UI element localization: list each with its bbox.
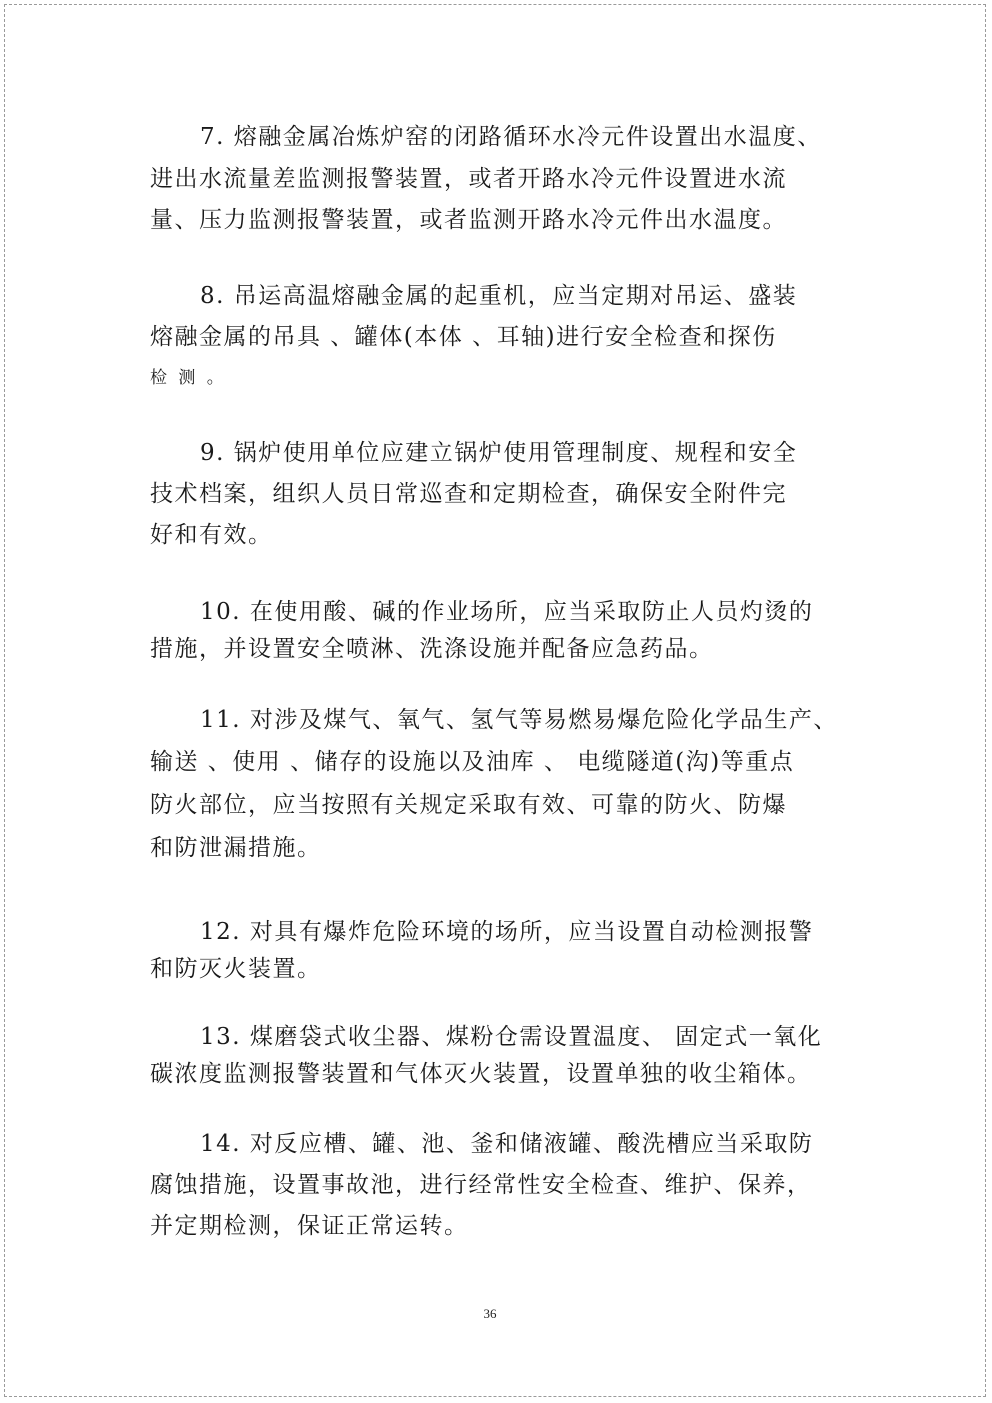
- paragraph-11-line-1: 11. 对涉及煤气、氧气、氢气等易燃易爆危险化学品生产、: [200, 707, 838, 733]
- paragraph-11-line-4: 和防泄漏措施。: [150, 835, 322, 861]
- paragraph-11-line-3: 防火部位，应当按照有关规定采取有效、可靠的防火、防爆: [150, 792, 787, 818]
- paragraph-9-line-2: 技术档案，组织人员日常巡查和定期检查，确保安全附件完: [150, 481, 787, 507]
- paragraph-11-line-2: 输送 、使用 、储存的设施以及油库 、 电缆隧道(沟)等重点: [150, 749, 795, 775]
- paragraph-12-line-2: 和防灭火装置。: [150, 956, 322, 982]
- paragraph-7-line-2: 进出水流量差监测报警装置，或者开路水冷元件设置进水流: [150, 166, 787, 192]
- paragraph-13-line-1: 13. 煤磨袋式收尘器、煤粉仓需设置温度、 固定式一氧化: [200, 1024, 823, 1050]
- paragraph-7-line-1: 7. 熔融金属冶炼炉窑的闭路循环水冷元件设置出水温度、: [200, 124, 822, 150]
- paragraph-8-line-3: 检 测 。: [150, 368, 227, 388]
- paragraph-7-line-3: 量、压力监测报警装置，或者监测开路水冷元件出水温度。: [150, 207, 787, 233]
- paragraph-9-line-3: 好和有效。: [150, 522, 273, 548]
- paragraph-8-line-2: 熔融金属的吊具 、罐体(本体 、耳轴)进行安全检查和探伤: [150, 324, 777, 350]
- paragraph-12-line-1: 12. 对具有爆炸危险环境的场所，应当设置自动检测报警: [200, 919, 814, 945]
- paragraph-10-line-2: 措施，并设置安全喷淋、洗涤设施并配备应急药品。: [150, 636, 714, 662]
- paragraph-10-line-1: 10. 在使用酸、碱的作业场所，应当采取防止人员灼烫的: [200, 599, 814, 625]
- page-number: 36: [483, 1306, 497, 1321]
- paragraph-14-line-3: 并定期检测，保证正常运转。: [150, 1213, 469, 1239]
- paragraph-8-line-1: 8. 吊运高温熔融金属的起重机，应当定期对吊运、盛装: [200, 283, 798, 309]
- paragraph-14-line-2: 腐蚀措施，设置事故池，进行经常性安全检查、维护、保养，: [150, 1172, 812, 1198]
- paragraph-14-line-1: 14. 对反应槽、罐、池、釜和储液罐、酸洗槽应当采取防: [200, 1131, 814, 1157]
- paragraph-9-line-1: 9. 锅炉使用单位应建立锅炉使用管理制度、规程和安全: [200, 440, 798, 466]
- paragraph-13-line-2: 碳浓度监测报警装置和气体灭火装置，设置单独的收尘箱体。: [150, 1061, 812, 1087]
